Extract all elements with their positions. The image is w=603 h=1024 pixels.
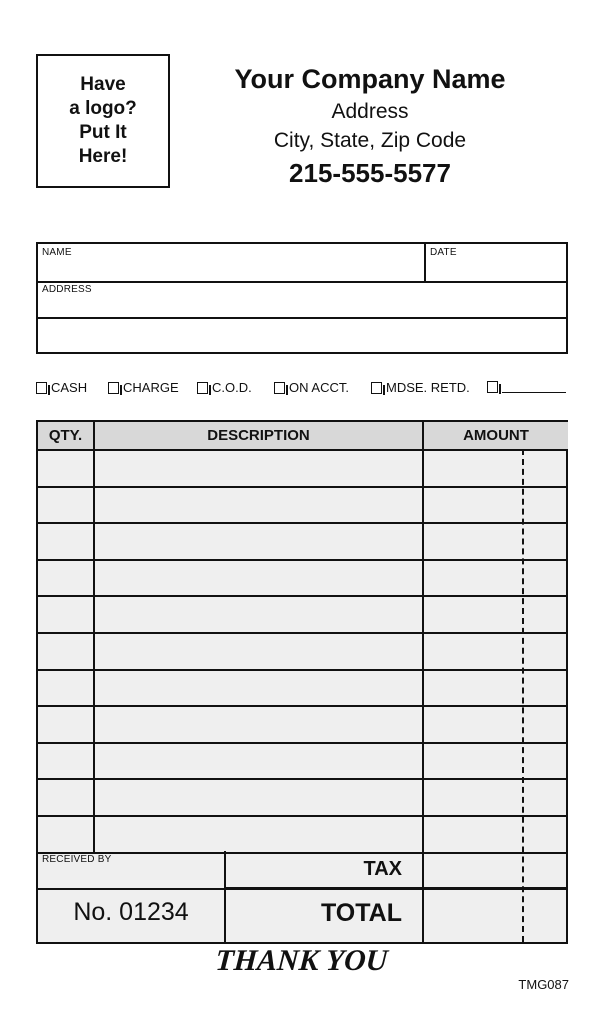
blank-line[interactable] <box>502 380 566 393</box>
payment-option-label: CASH <box>51 380 88 395</box>
payment-option-cod[interactable] <box>197 380 252 395</box>
logo-line: a logo? <box>69 98 137 119</box>
payment-option-mdse-retd[interactable] <box>371 380 470 395</box>
logo-line: Here! <box>78 146 128 167</box>
payment-option-label: CHARGE <box>123 380 179 395</box>
logo-line: Have <box>80 74 126 95</box>
checkbox-icon[interactable] <box>274 382 285 394</box>
table-row[interactable] <box>38 817 566 852</box>
checkbox-icon[interactable] <box>487 381 498 393</box>
payment-options <box>36 380 576 400</box>
divider <box>38 317 566 319</box>
total-label: TOTAL <box>320 899 402 927</box>
thank-you-message: THANK YOU <box>214 944 389 977</box>
table-row[interactable] <box>38 671 566 706</box>
items-table <box>36 420 568 944</box>
qty-header: QTY. <box>38 422 93 449</box>
logo-line: Put It <box>79 122 127 143</box>
payment-option-label: C.O.D. <box>212 380 252 395</box>
payment-option-label: MDSE. RETD. <box>386 380 470 395</box>
divider <box>424 244 426 281</box>
company-address: Address <box>331 100 409 123</box>
address-field-label: ADDRESS <box>42 284 92 295</box>
payment-option-cash[interactable] <box>36 380 87 395</box>
checkbox-icon[interactable] <box>36 382 47 394</box>
form-number: No. 01234 <box>73 898 189 926</box>
description-header: DESCRIPTION <box>95 422 422 449</box>
table-row-line <box>38 852 566 854</box>
checkbox-icon[interactable] <box>371 382 382 394</box>
company-city-state-zip: City, State, Zip Code <box>273 129 467 152</box>
checkbox-icon[interactable] <box>108 382 119 394</box>
table-row[interactable] <box>38 488 566 523</box>
logo-placeholder <box>36 54 170 188</box>
divider <box>38 281 566 283</box>
amount-header: AMOUNT <box>424 422 568 449</box>
payment-option-on-acct[interactable] <box>274 380 349 395</box>
date-field-label: DATE <box>430 247 457 258</box>
tax-label: TAX <box>363 858 402 880</box>
payment-option-label: ON ACCT. <box>289 380 349 395</box>
company-name: Your Company Name <box>234 64 506 94</box>
company-phone: 215-555-5577 <box>289 158 451 188</box>
table-row[interactable] <box>38 744 566 779</box>
payment-option-other[interactable] <box>487 380 566 393</box>
received-by-label: RECEIVED BY <box>42 854 112 865</box>
form-code: TMG087 <box>518 977 569 992</box>
table-row[interactable] <box>38 780 566 815</box>
table-row[interactable] <box>38 707 566 742</box>
table-row[interactable] <box>38 597 566 632</box>
table-row[interactable] <box>38 451 566 486</box>
table-row[interactable] <box>38 634 566 669</box>
name-field-label: NAME <box>42 247 72 258</box>
payment-option-charge[interactable] <box>108 380 179 395</box>
customer-info-box <box>36 242 568 354</box>
table-row-line <box>38 888 566 890</box>
table-row[interactable] <box>38 561 566 596</box>
checkbox-icon[interactable] <box>197 382 208 394</box>
table-row[interactable] <box>38 524 566 559</box>
